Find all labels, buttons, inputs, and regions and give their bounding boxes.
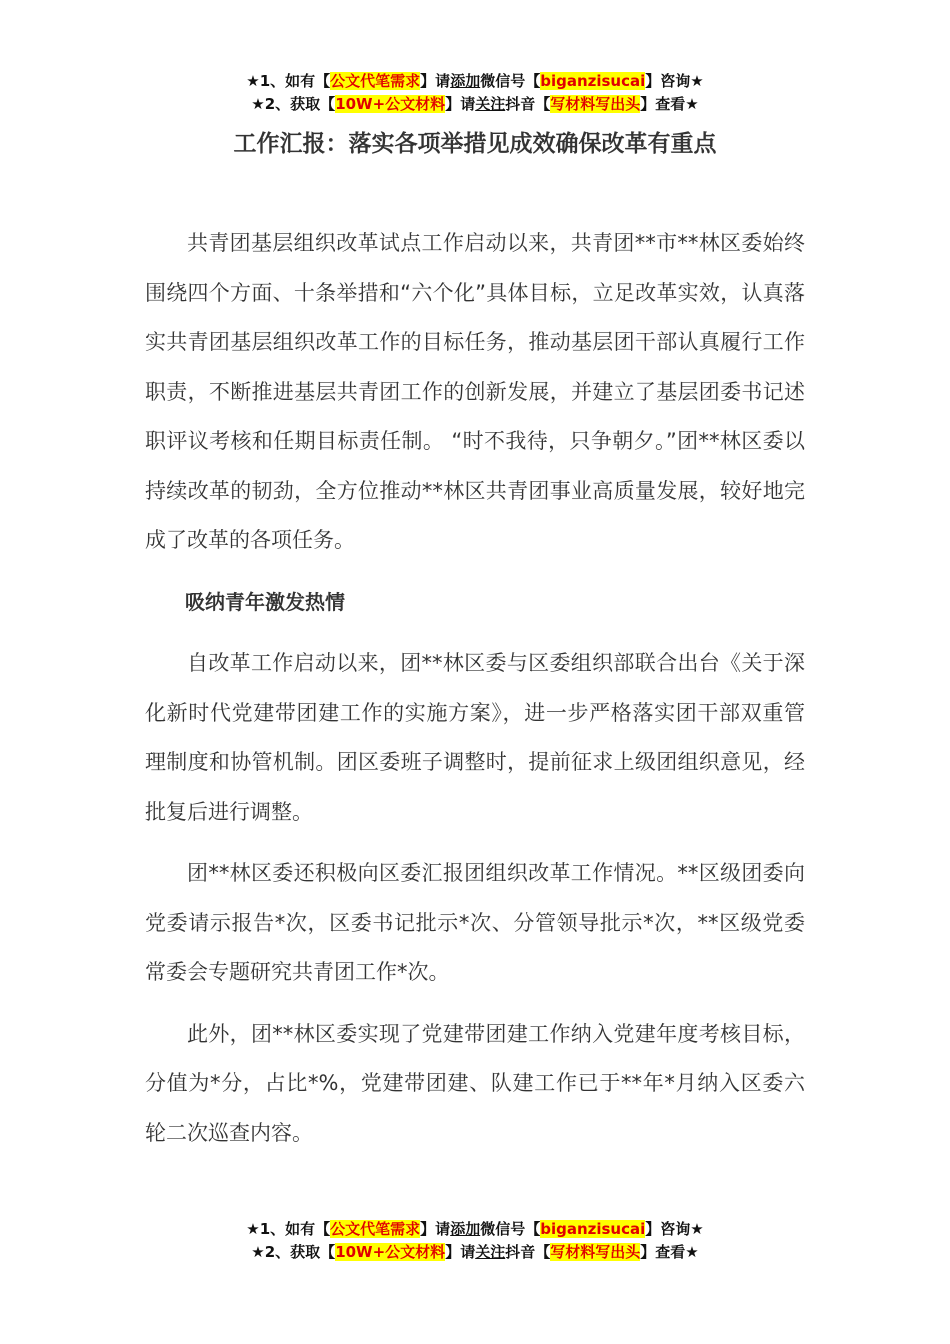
- promo-text: 微信号【: [480, 1220, 541, 1238]
- promo-highlight: 公文代笔需求: [330, 72, 421, 90]
- promo-text: 】请: [445, 1243, 476, 1261]
- promo-line-1: [0, 70, 950, 93]
- promo-underline: 添加: [450, 72, 481, 90]
- promo-text: 】请: [420, 1220, 451, 1238]
- promo-text: 】查看★: [640, 1243, 699, 1261]
- promo-text: 抖音【: [505, 1243, 551, 1261]
- section-heading: 吸纳青年激发热情: [185, 589, 345, 614]
- promo-text: 】请: [420, 72, 451, 90]
- promo-text: ★1、如有【: [246, 72, 331, 90]
- paragraph-intro: 共青团基层组织改革试点工作启动以来，共青团**市**林区委始终围绕四个方面、十条举措和“六个化”具体目标，立足改革实效，认真落实共青团基层组织改革工作的目标任务，推动基层团干部认真履行工作职责，不断推进基层共青团工作的创新发展，并建立了基层团委书记述职评议考核和任期目标责任制。 “时不我待，只争朝夕。”团**林区委以持续改革的韧劲，全方位推动**林区共青团事业高质量发展，较好地完成了改革的各项任务。: [145, 231, 805, 552]
- promo-text: 】请: [445, 95, 476, 113]
- promo-banner-top: [0, 70, 950, 116]
- promo-text: ★1、如有【: [246, 1220, 331, 1238]
- promo-text: 】咨询★: [645, 72, 704, 90]
- promo-text: 】查看★: [640, 95, 699, 113]
- document-body: [145, 219, 805, 1170]
- document-title: 工作汇报：落实各项举措见成效确保改革有重点: [233, 131, 717, 157]
- promo-text: ★2、获取【: [251, 95, 336, 113]
- promo-highlight: 10W+公文材料: [335, 1243, 446, 1261]
- promo-line-2: [0, 93, 950, 116]
- promo-text: 抖音【: [505, 95, 551, 113]
- promo-underline: 关注: [475, 1243, 506, 1261]
- promo-line-1: [0, 1218, 950, 1241]
- promo-underline: 关注: [475, 95, 506, 113]
- paragraph: 此外，团**林区委实现了党建带团建工作纳入党建年度考核目标，分值为*分，占比*%，党建带团建、队建工作已于**年*月纳入区委六轮二次巡查内容。: [145, 1021, 805, 1145]
- promo-highlight-wechat-id: biganzisucai: [540, 1220, 646, 1238]
- promo-underline: 添加: [450, 1220, 481, 1238]
- paragraph: 自改革工作启动以来，团**林区委与区委组织部联合出台《关于深化新时代党建带团建工作的实施方案》，进一步严格落实团干部双重管理制度和协管机制。团区委班子调整时，提前征求上级团组织意见，经批复后进行调整。: [145, 651, 805, 824]
- promo-line-2: [0, 1241, 950, 1264]
- promo-text: ★2、获取【: [251, 1243, 336, 1261]
- promo-text: 微信号【: [480, 72, 541, 90]
- promo-banner-bottom: [0, 1218, 950, 1264]
- promo-highlight-douyin-id: 写材料写出头: [550, 1243, 641, 1261]
- promo-text: 】咨询★: [645, 1220, 704, 1238]
- promo-highlight: 10W+公文材料: [335, 95, 446, 113]
- promo-highlight: 公文代笔需求: [330, 1220, 421, 1238]
- promo-highlight-douyin-id: 写材料写出头: [550, 95, 641, 113]
- paragraph: 团**林区委还积极向区委汇报团组织改革工作情况。**区级团委向党委请示报告*次，区委书记批示*次、分管领导批示*次，**区级党委常委会专题研究共青团工作*次。: [145, 861, 805, 984]
- promo-highlight-wechat-id: biganzisucai: [540, 72, 646, 90]
